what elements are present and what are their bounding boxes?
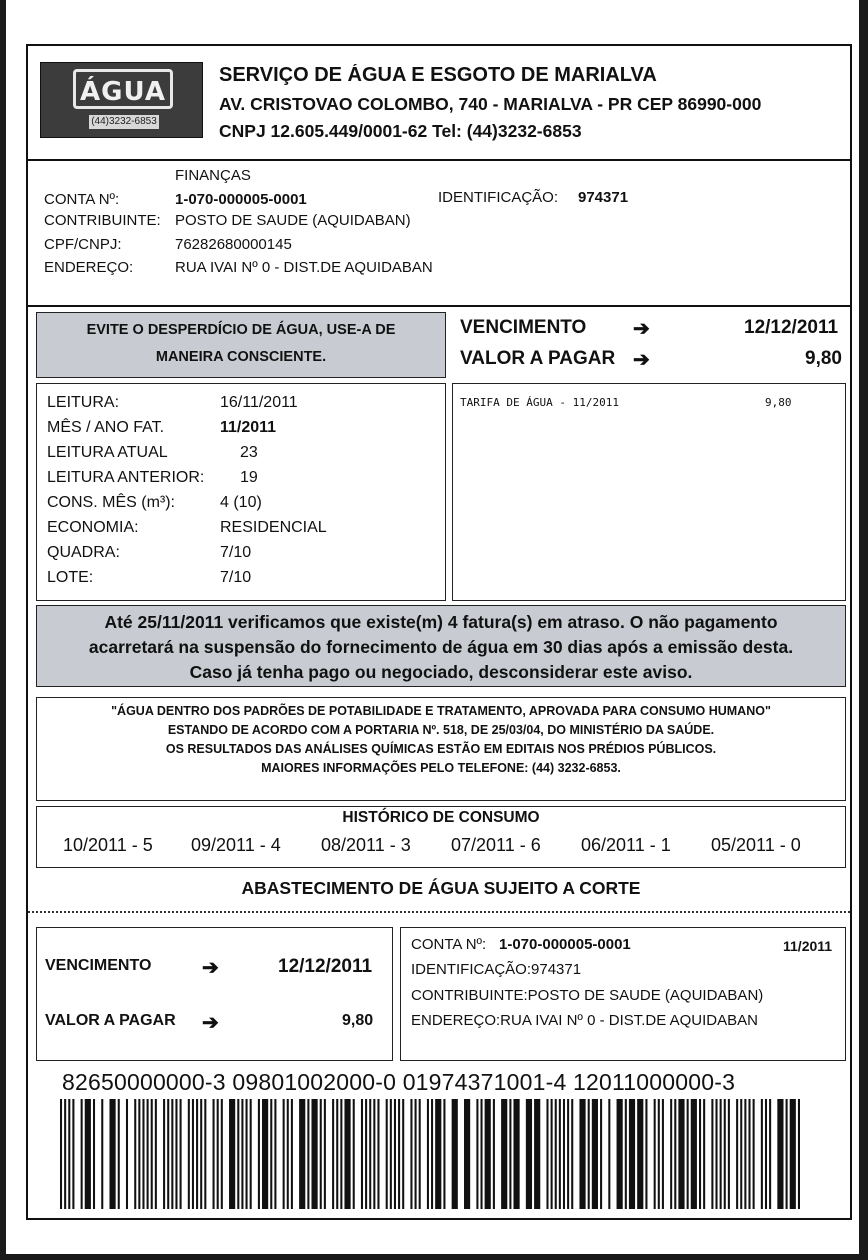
address-value: RUA IVAI Nº 0 - DIST.DE AQUIDABAN xyxy=(175,259,433,276)
header-divider xyxy=(28,159,850,161)
campaign-line1: EVITE O DESPERDÍCIO DE ÁGUA, USE-A DE xyxy=(86,322,396,338)
notice-line1: "ÁGUA DENTRO DOS PADRÕES DE POTABILIDADE E TRATAMENTO, APROVADA PARA CONSUMO HUMANO" xyxy=(111,704,771,718)
stub-due-value: 12/12/2011 xyxy=(278,956,373,977)
water-quality-notice xyxy=(36,697,846,801)
due-arrow-icon: ➔ xyxy=(633,318,650,340)
history-item: 05/2011 - 0 xyxy=(711,835,801,855)
history-title: HISTÓRICO DE CONSUMO xyxy=(342,809,540,826)
department: FINANÇAS xyxy=(175,167,251,184)
contributor-label: CONTRIBUINTE: xyxy=(44,212,161,229)
charges-box xyxy=(452,383,846,601)
barcode-digits: 82650000000-3 09801002000-0 01974371001-4 12011000000-3 xyxy=(62,1069,736,1095)
stub-amount-value: 9,80 xyxy=(342,1012,374,1029)
tear-line xyxy=(28,911,850,913)
amount-value: 9,80 xyxy=(805,348,842,369)
current-reading-value: 23 xyxy=(240,444,258,461)
consumption-label: CONS. MÊS (m³): xyxy=(47,494,175,511)
company-name: SERVIÇO DE ÁGUA E ESGOTO DE MARIALVA xyxy=(219,64,657,86)
stub-account-value: 1-070-000005-0001 xyxy=(499,936,631,953)
previous-reading-value: 19 xyxy=(240,469,258,486)
stub-due-label: VENCIMENTO xyxy=(45,957,152,974)
lot-value: 7/10 xyxy=(220,569,252,586)
amount-arrow-icon: ➔ xyxy=(633,349,650,371)
notice-line4: MAIORES INFORMAÇÕES PELO TELEFONE: (44) 3232-6853. xyxy=(261,761,621,775)
scan-edge-left xyxy=(0,0,6,1260)
campaign-line2: MANEIRA CONSCIENTE. xyxy=(155,349,327,365)
stub-amount-arrow-icon: ➔ xyxy=(202,1012,219,1034)
notice-line3: OS RESULTADOS DAS ANÁLISES QUÍMICAS ESTÃO EM EDITAIS NOS PRÉDIOS PÚBLICOS. xyxy=(165,742,717,756)
stub-address: ENDEREÇO:RUA IVAI Nº 0 - DIST.DE AQUIDABAN xyxy=(411,1012,758,1029)
economy-value: RESIDENCIAL xyxy=(220,519,327,536)
address-label: ENDEREÇO: xyxy=(44,259,134,276)
history-item: 07/2011 - 6 xyxy=(451,835,541,855)
cpf-label: CPF/CNPJ: xyxy=(44,236,122,253)
warning-line1: Até 25/11/2011 verificamos que existe(m) 4 fatura(s) em atraso. O não pagamento xyxy=(104,612,778,632)
company-cnpj-phone: CNPJ 12.605.449/0001-62 Tel: (44)3232-6853 xyxy=(219,121,582,141)
stub-period: 11/2011 xyxy=(783,938,833,954)
due-value: 12/12/2011 xyxy=(744,317,839,338)
history-item: 06/2011 - 1 xyxy=(581,835,671,855)
billing-month-label: MÊS / ANO FAT. xyxy=(47,419,165,436)
company-address: AV. CRISTOVAO COLOMBO, 740 - MARIALVA - PR CEP 86990-000 xyxy=(219,94,762,114)
cut-notice: ABASTECIMENTO DE ÁGUA SUJEITO A CORTE xyxy=(241,878,641,898)
stub-account-label: CONTA Nº: xyxy=(411,936,487,953)
charge-description: TARIFA DE ÁGUA - 11/2011 xyxy=(460,396,619,409)
lot-label: LOTE: xyxy=(47,569,94,586)
stub-contributor: CONTRIBUINTE:POSTO DE SAUDE (AQUIDABAN) xyxy=(411,987,764,1004)
previous-reading-label: LEITURA ANTERIOR: xyxy=(47,469,205,486)
notice-line2: ESTANDO DE ACORDO COM A PORTARIA Nº. 518, DE 25/03/04, DO MINISTÉRIO DA SAÚDE. xyxy=(167,723,715,737)
stub-identification: IDENTIFICAÇÃO:974371 xyxy=(411,961,582,978)
amount-label: VALOR A PAGAR xyxy=(460,348,616,369)
account-value: 1-070-000005-0001 xyxy=(175,191,307,208)
barcode xyxy=(60,1099,800,1209)
history-item: 09/2011 - 4 xyxy=(191,835,281,855)
identification-label: IDENTIFICAÇÃO: xyxy=(438,189,559,206)
current-reading-label: LEITURA ATUAL xyxy=(47,444,168,461)
charge-amount: 9,80 xyxy=(765,396,792,409)
stub-amount-label: VALOR A PAGAR xyxy=(45,1012,176,1029)
logo-wordmark: ÁGUA xyxy=(73,69,173,109)
reading-value: 16/11/2011 xyxy=(220,394,298,411)
campaign-box xyxy=(36,312,446,378)
consumption-value: 4 (10) xyxy=(220,494,262,511)
block-label: QUADRA: xyxy=(47,544,120,561)
billing-month-value: 11/2011 xyxy=(220,419,277,436)
stub-due-arrow-icon: ➔ xyxy=(202,957,219,979)
company-logo xyxy=(40,62,203,138)
warning-line2: acarretará na suspensão do fornecimento de água em 30 dias após a emissão desta. xyxy=(88,637,794,657)
warning-line3: Caso já tenha pago ou negociado, desconsiderar este aviso. xyxy=(189,662,693,682)
stub-payment-box xyxy=(36,927,393,1061)
account-label: CONTA Nº: xyxy=(44,191,120,208)
history-item: 10/2011 - 5 xyxy=(63,835,153,855)
scan-edge-bottom xyxy=(0,1254,868,1260)
reading-label: LEITURA: xyxy=(47,394,120,411)
customer-divider xyxy=(28,305,850,307)
economy-label: ECONOMIA: xyxy=(47,519,139,536)
overdue-warning xyxy=(36,605,846,687)
due-label: VENCIMENTO xyxy=(460,317,587,338)
scan-edge-right xyxy=(859,0,868,1260)
logo-phone: (44)3232-6853 xyxy=(89,115,159,129)
identification-value: 974371 xyxy=(578,189,629,206)
contributor-value: POSTO DE SAUDE (AQUIDABAN) xyxy=(175,212,411,229)
block-value: 7/10 xyxy=(220,544,252,561)
history-item: 08/2011 - 3 xyxy=(321,835,411,855)
cpf-value: 76282680000145 xyxy=(175,236,292,253)
